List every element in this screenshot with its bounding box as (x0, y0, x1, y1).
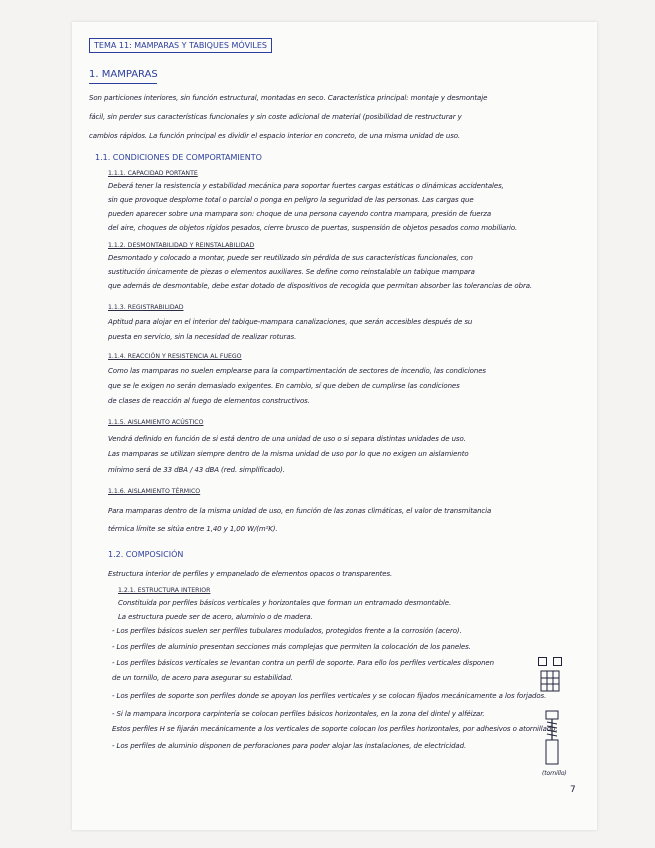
item-heading: 1.1.1. CAPACIDAD PORTANTE (108, 170, 198, 177)
text-line: - Los perfiles de aluminio disponen de perforaciones para poder alojar las instalaciones, de electricidad. (112, 742, 467, 750)
text-line: Deberá tener la resistencia y estabilidad mecánica para soportar fuertes cargas estáticas o dinámicas accidentales, (108, 182, 504, 190)
section-heading: 1. MAMPARAS (89, 69, 158, 80)
item-heading: 1.1.5. AISLAMIENTO ACÚSTICO (108, 419, 204, 426)
text-line: Estructura interior de perfiles y empanelado de elementos opacos o transparentes. (108, 570, 393, 578)
item-heading: 1.1.4. REACCIÓN Y RESISTENCIA AL FUEGO (108, 353, 242, 360)
text-line: sustitución únicamente de piezas o elementos auxiliares. Se define como reinstalable un tabique mampara (108, 268, 475, 276)
text-line: - Los perfiles de soporte son perfiles donde se apoyan los perfiles verticales y se colocan fijados mecánicamente a los forjados. (112, 692, 547, 700)
text-line: que se le exigen no serán demasiado exigentes. En cambio, sí que deben de cumplirse las condiciones (108, 382, 460, 390)
item-heading: 1.1.6. AISLAMIENTO TÉRMICO (108, 488, 201, 495)
aluminium-profile-sketch (540, 670, 560, 692)
text-line: sin que provoque desplome total o parcial o ponga en peligro la seguridad de las personas. Las cargas que (108, 196, 474, 204)
text-line: Aptitud para alojar en el interior del tabique-mampara canalizaciones, que serán accesibles después de su (108, 318, 473, 326)
text-line: cambios rápidos. La función principal es dividir el espacio interior en concreto, de una misma unidad de uso. (89, 132, 461, 140)
text-line: pueden aparecer sobre una mampara son: choque de una persona cayendo contra mampara, presión de fuerza (108, 210, 492, 218)
text-line: mínimo será de 33 dBA / 43 dBA (red. simplificado). (108, 466, 285, 474)
subsection-heading: 1.2. COMPOSICIÓN (108, 550, 184, 559)
text-line: térmica límite se sitúa entre 1,40 y 1,00 W/(m²K). (108, 525, 278, 533)
text-line: fácil, sin perder sus características funcionales y sin coste adicional de material (posibilidad de restructurar y (89, 113, 462, 121)
text-line: de un tornillo, de acero para asegurar su estabilidad. (112, 674, 293, 682)
text-line: que además de desmontable, debe estar dotado de dispositivos de recogida que permitan absorber las tolerancias de obra. (108, 282, 533, 290)
item-heading: 1.1.3. REGISTRABILIDAD (108, 304, 184, 311)
text-line: La estructura puede ser de acero, aluminio o de madera. (118, 613, 313, 621)
text-line: Las mamparas se utilizan siempre dentro de la misma unidad de uso por lo que no exigen un aislamiento (108, 450, 469, 458)
text-line: Estos perfiles H se fijarán mecánicamente a los verticales de soporte colocan los perfiles horizontales, por adhesivos o atornillado. (112, 725, 558, 733)
text-line: - Los perfiles básicos suelen ser perfiles tubulares modulados, protegidos frente a la corrosión (acero). (112, 627, 462, 635)
text-line: - Si la mampara incorpora carpintería se colocan perfiles básicos horizontales, en la zona del dintel y alféizar. (112, 710, 485, 718)
text-line: - Los perfiles básicos verticales se levantan contra un perfil de soporte. Para ello los perfiles verticales disponen (112, 659, 494, 667)
text-line: del aire, choques de objetos rígidos pesados, cierre brusco de puertas, suspensión de objetos pesados como mobiliario. (108, 224, 518, 232)
tube-profile-sketch (553, 657, 562, 666)
text-line: Son particiones interiores, sin función estructural, montadas en seco. Característica principal: montaje y desmontaje (89, 94, 488, 102)
subsection-heading: 1.1. CONDICIONES DE COMPORTAMIENTO (95, 153, 262, 162)
sketch-label: (tornillo) (542, 770, 567, 777)
text-line: Para mamparas dentro de la misma unidad de uso, en función de las zonas climáticas, el valor de transmitancia (108, 507, 492, 515)
text-line: Constituida por perfiles básicos verticales y horizontales que forman un entramado desmontable. (118, 599, 452, 607)
page-title: TEMA 11: MAMPARAS Y TABIQUES MÓVILES (89, 38, 272, 53)
text-line: - Los perfiles de aluminio presentan secciones más complejas que permiten la colocación de los paneles. (112, 643, 471, 651)
text-line: puesta en servicio, sin la necesidad de realizar roturas. (108, 333, 297, 341)
heading-underline (89, 83, 157, 84)
text-line: Desmontado y colocado a montar, puede ser reutilizado sin pérdida de sus características funcionales, con (108, 254, 473, 262)
text-line: Como las mamparas no suelen emplearse para la compartimentación de sectores de incendio, las condiciones (108, 367, 486, 375)
text-line: de clases de reacción al fuego de elementos constructivos. (108, 397, 310, 405)
screw-support-sketch (544, 710, 560, 766)
tube-profile-sketch (538, 657, 547, 666)
notebook-page (72, 22, 597, 830)
item-heading: 1.2.1. ESTRUCTURA INTERIOR (118, 587, 211, 594)
page-number: 7 (570, 785, 576, 795)
item-heading: 1.1.2. DESMONTABILIDAD Y REINSTALABILIDAD (108, 242, 255, 249)
text-line: Vendrá definido en función de si está dentro de una unidad de uso o si separa distintas unidades de uso. (108, 435, 466, 443)
